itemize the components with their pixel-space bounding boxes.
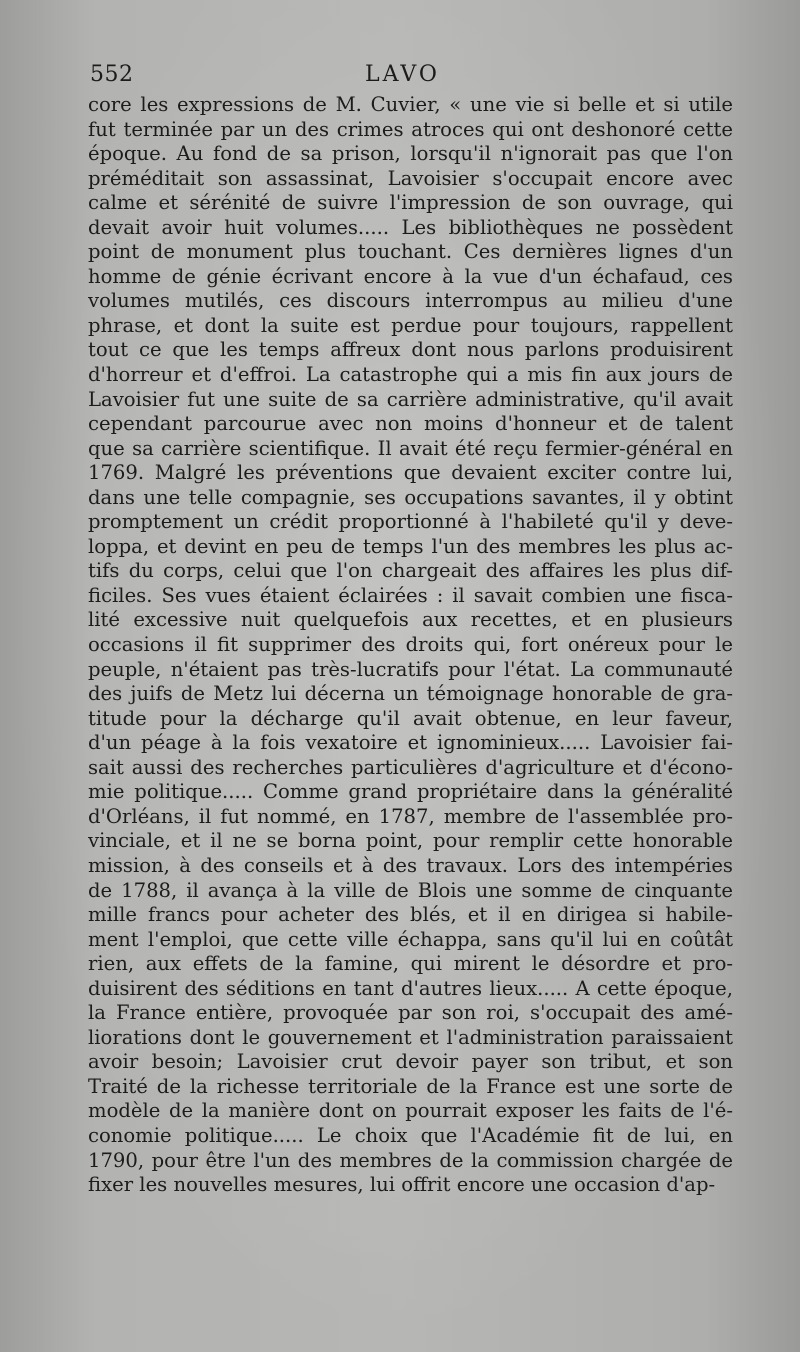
text-line: loppa, et devint en peu de temps l'un des membres les plus ac-	[88, 534, 733, 558]
text-line: fut terminée par un des crimes atroces qui ont deshonoré cette	[88, 117, 733, 141]
text-line: Lavoisier fut une suite de sa carrière administrative, qu'il avait	[88, 387, 733, 411]
text-line: d'horreur et d'effroi. La catastrophe qui a mis fin aux jours de	[88, 363, 733, 387]
text-line: homme de génie écrivant encore à la vue d'un échafaud, ces	[88, 264, 733, 288]
text-line: Traité de la richesse territoriale de la France est une sorte de	[88, 1074, 733, 1098]
text-line: ficiles. Ses vues étaient éclairées : il savait combien une fisca-	[88, 583, 733, 607]
text-line: ment l'emploi, que cette ville échappa, sans qu'il lui en coûtât	[88, 927, 733, 951]
text-line: d'un péage à la fois vexatoire et ignominieux..... Lavoisier fai-	[88, 731, 733, 755]
text-line: liorations dont le gouvernement et l'administration paraissaient	[88, 1025, 733, 1049]
text-line: des juifs de Metz lui décerna un témoignage honorable de gra-	[88, 682, 733, 706]
body-text	[88, 93, 733, 1198]
text-line: devait avoir huit volumes..... Les bibliothèques ne possèdent	[88, 215, 733, 239]
text-line: d'Orléans, il fut nommé, en 1787, membre de l'assemblée pro-	[88, 804, 733, 828]
text-line: phrase, et dont la suite est perdue pour toujours, rappellent	[88, 313, 733, 337]
running-head: LAVO	[365, 62, 440, 87]
page-header	[90, 62, 710, 94]
text-line: conomie politique..... Le choix que l'Académie fit de lui, en	[88, 1123, 733, 1147]
text-line: sait aussi des recherches particulières d'agriculture et d'écono-	[88, 755, 733, 779]
text-line: fixer les nouvelles mesures, lui offrit encore une occasion d'ap-	[88, 1173, 716, 1197]
text-line: que sa carrière scientifique. Il avait été reçu fermier-général en	[88, 436, 733, 460]
text-line: duisirent des séditions en tant d'autres lieux..... A cette époque,	[88, 976, 733, 1000]
text-line: tout ce que les temps affreux dont nous parlons produisirent	[88, 338, 733, 362]
text-line: préméditait son assassinat, Lavoisier s'occupait encore avec	[88, 166, 733, 190]
text-line: lité excessive nuit quelquefois aux recettes, et en plusieurs	[88, 608, 733, 632]
text-line: mie politique..... Comme grand propriétaire dans la généralité	[88, 780, 733, 804]
text-line: titude pour la décharge qu'il avait obtenue, en leur faveur,	[88, 706, 733, 730]
text-line: rien, aux effets de la famine, qui mirent le désordre et pro-	[88, 952, 733, 976]
text-line: cependant parcourue avec non moins d'honneur et de talent	[88, 412, 733, 436]
text-line: core les expressions de M. Cuvier, « une vie si belle et si utile	[88, 93, 733, 116]
text-line: mission, à des conseils et à des travaux. Lors des intempéries	[88, 853, 733, 877]
text-line: dans une telle compagnie, ses occupations savantes, il y obtint	[88, 485, 733, 509]
text-line: la France entière, provoquée par son roi, s'occupait des amé-	[88, 1001, 733, 1025]
text-line: volumes mutilés, ces discours interrompus au milieu d'une	[88, 289, 733, 313]
text-line: mille francs pour acheter des blés, et il en dirigea si habile-	[88, 903, 733, 927]
text-line: vinciale, et il ne se borna point, pour remplir cette honorable	[88, 829, 733, 853]
text-line: promptement un crédit proportionné à l'habileté qu'il y deve-	[88, 510, 733, 534]
text-line: 1790, pour être l'un des membres de la commission chargée de	[88, 1148, 733, 1172]
text-line: avoir besoin; Lavoisier crut devoir payer son tribut, et son	[88, 1050, 733, 1074]
text-line: occasions il fit supprimer des droits qui, fort onéreux pour le	[88, 633, 733, 657]
text-line: point de monument plus touchant. Ces dernières lignes d'un	[88, 240, 733, 264]
text-line: époque. Au fond de sa prison, lorsqu'il n'ignorait pas que l'on	[88, 142, 733, 166]
text-line: tifs du corps, celui que l'on chargeait des affaires les plus dif-	[88, 559, 733, 583]
page-number: 552	[90, 62, 134, 87]
text-line: peuple, n'étaient pas très-lucratifs pour l'état. La communauté	[88, 657, 733, 681]
text-line: calme et sérénité de suivre l'impression de son ouvrage, qui	[88, 191, 733, 215]
text-line: 1769. Malgré les préventions que devaient exciter contre lui,	[88, 461, 733, 485]
text-line: modèle de la manière dont on pourrait exposer les faits de l'é-	[88, 1099, 733, 1123]
text-line: de 1788, il avança à la ville de Blois une somme de cinquante	[88, 878, 733, 902]
